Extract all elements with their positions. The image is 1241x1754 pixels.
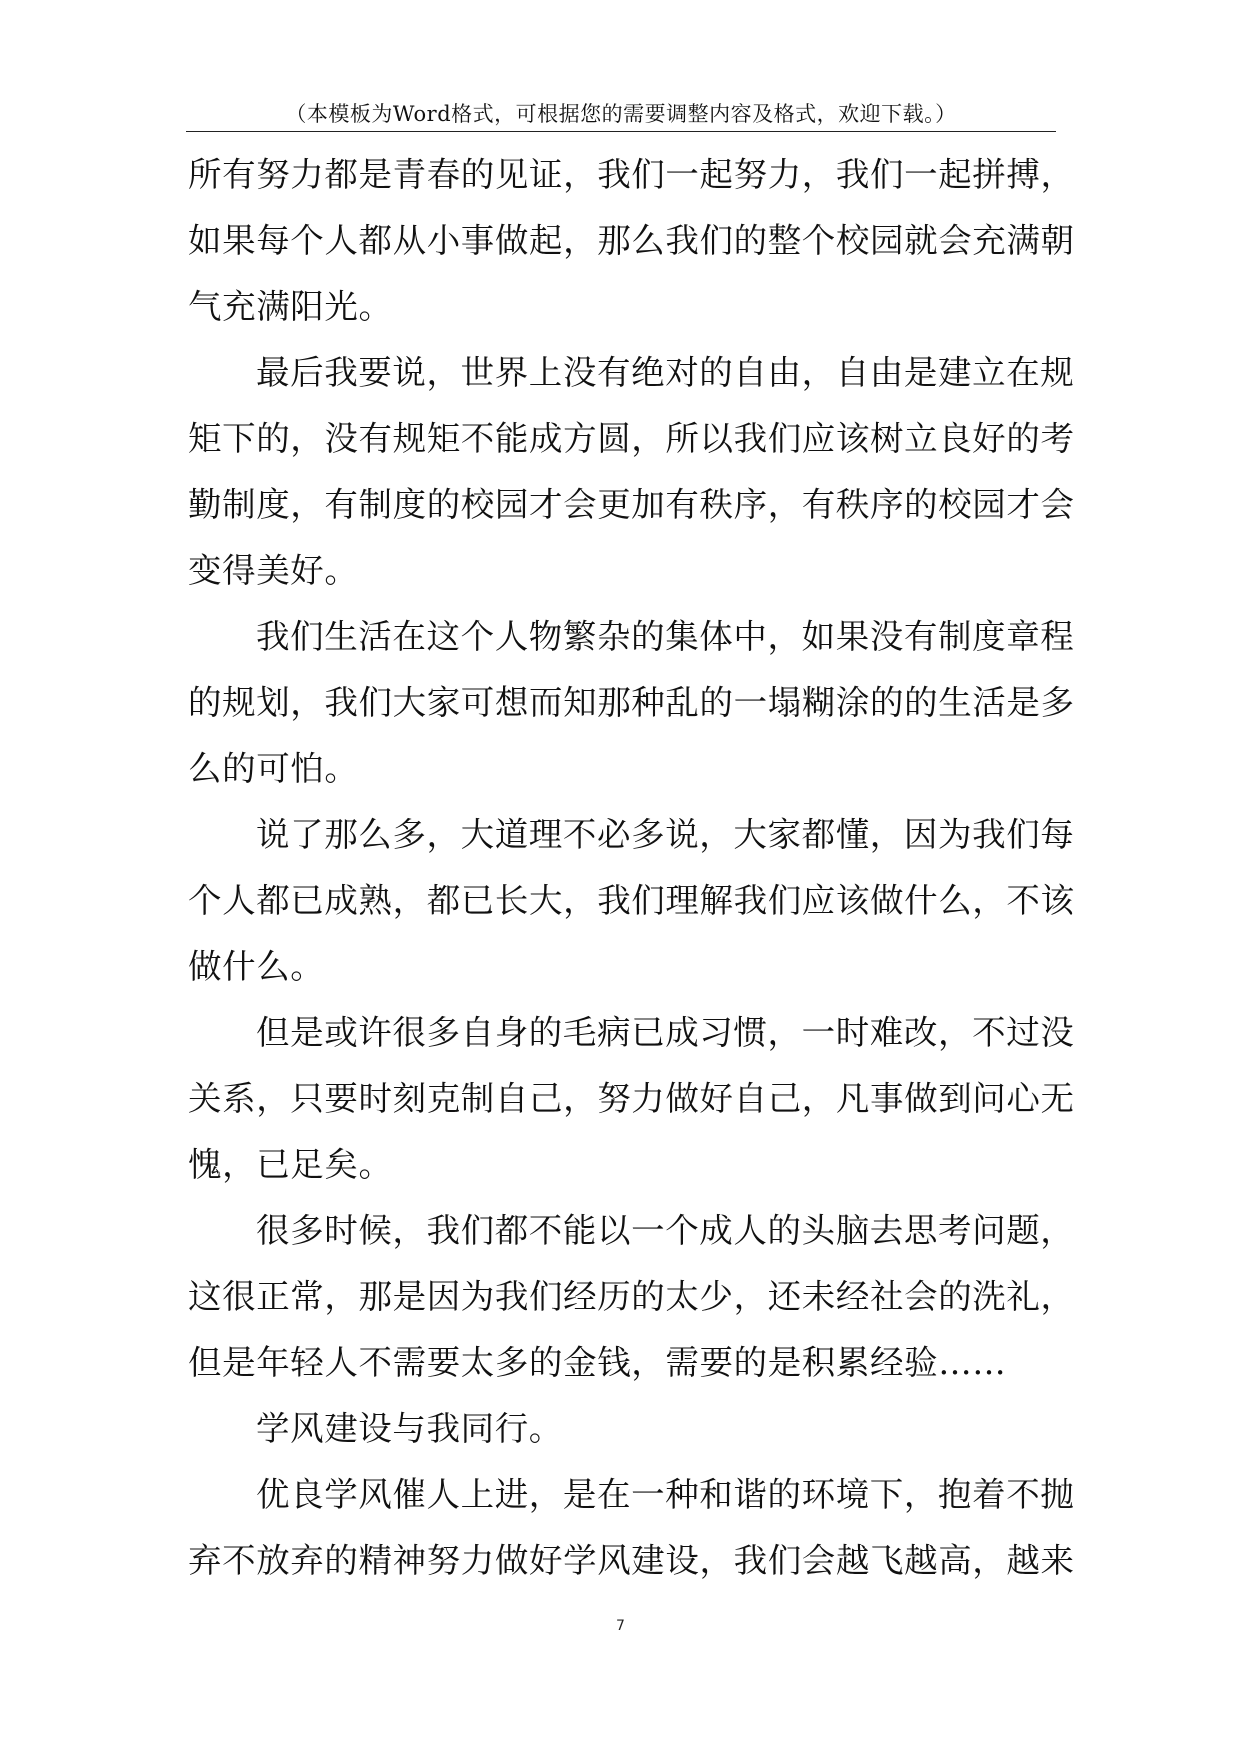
paragraph-first-line: 我们生活在这个人物繁杂的集体中，如果没有制度章程 (256, 617, 1075, 656)
paragraph-first-line: 说了那么多，大道理不必多说，大家都懂，因为我们每 (256, 815, 1075, 854)
text-line: 但是年轻人不需要太多的金钱，需要的是积累经验…… (188, 1343, 1007, 1382)
text-line: 愧，已足矣。 (188, 1145, 393, 1184)
page-header: （本模板为Word格式，可根据您的需要调整内容及格式，欢迎下载。） (285, 102, 957, 126)
text-line: 么的可怕。 (188, 749, 359, 788)
text-line: 关系，只要时刻克制自己，努力做好自己，凡事做到问心无 (188, 1079, 1075, 1118)
header-rule (186, 131, 1056, 132)
text-line: 如果每个人都从小事做起，那么我们的整个校园就会充满朝 (188, 221, 1075, 260)
text-line: 个人都已成熟，都已长大，我们理解我们应该做什么，不该 (188, 881, 1075, 920)
text-line: 做什么。 (188, 947, 325, 986)
paragraph-first-line: 优良学风催人上进，是在一种和谐的环境下，抱着不抛 (256, 1475, 1075, 1514)
text-line: 矩下的，没有规矩不能成方圆，所以我们应该树立良好的考 (188, 419, 1075, 458)
text-line: 变得美好。 (188, 551, 359, 590)
text-line: 气充满阳光。 (188, 287, 393, 326)
text-line: 勤制度，有制度的校园才会更加有秩序，有秩序的校园才会 (188, 485, 1075, 524)
text-line: 弃不放弃的精神努力做好学风建设，我们会越飞越高，越来 (188, 1541, 1075, 1580)
paragraph-first-line: 最后我要说，世界上没有绝对的自由，自由是建立在规 (256, 353, 1075, 392)
document-body (188, 142, 1075, 1594)
paragraph-first-line: 学风建设与我同行。 (256, 1409, 563, 1448)
text-line: 所有努力都是青春的见证，我们一起努力，我们一起拼搏， (188, 155, 1075, 194)
text-line: 这很正常，那是因为我们经历的太少，还未经社会的洗礼， (188, 1277, 1075, 1316)
paragraph-first-line: 很多时候，我们都不能以一个成人的头脑去思考问题， (256, 1211, 1075, 1250)
paragraph-first-line: 但是或许很多自身的毛病已成习惯，一时难改，不过没 (256, 1013, 1075, 1052)
text-line: 的规划，我们大家可想而知那种乱的一塌糊涂的的生活是多 (188, 683, 1075, 722)
page-number: 7 (616, 1618, 625, 1634)
